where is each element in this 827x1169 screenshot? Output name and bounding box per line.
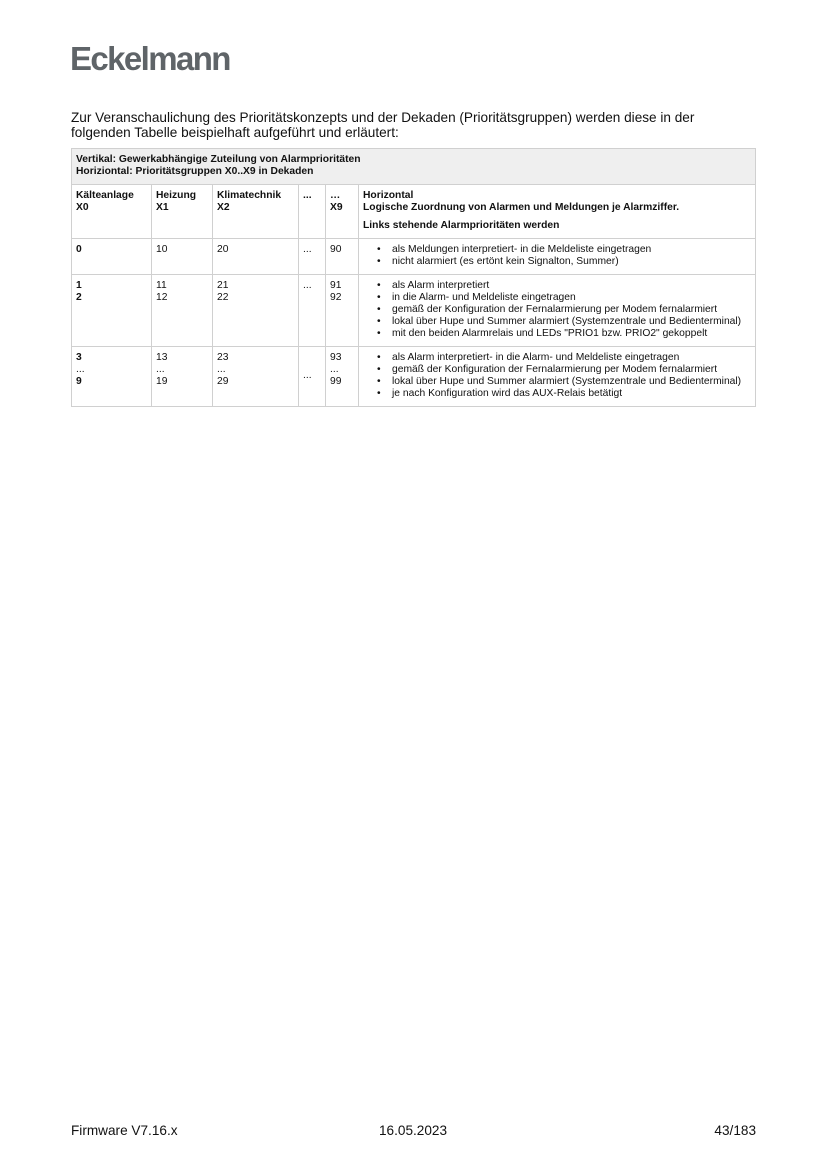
list-item: • als Alarm interpretiert [377, 280, 751, 292]
footer-firmware: Firmware V7.16.x [71, 1123, 178, 1138]
header-text: Horizontal [363, 190, 414, 201]
table-header-row [72, 185, 756, 239]
list-item: • gemäß der Konfiguration der Fernalarmierung per Modem fernalarmiert [377, 304, 751, 316]
caption-line-2: Horiziontal: Prioritätsgruppen X0..X9 in Dekaden [76, 166, 314, 177]
list-item: • als Alarm interpretiert- in die Alarm- und Meldeliste eingetragen [377, 352, 751, 364]
header-text: X9 [330, 202, 343, 213]
header-kaelteanlage [72, 185, 152, 239]
footer-page-number: 43/183 [714, 1123, 756, 1138]
intro-line-1: Zur Veranschaulichung des Prioritätskonzepts und der Dekaden (Prioritätsgruppen) werden diese in der [71, 110, 695, 125]
bullet-list [363, 244, 751, 268]
cell-text: 3 [76, 352, 82, 363]
cell-text: ... [303, 370, 312, 381]
header-hint: Links stehende Alarmprioritäten werden [363, 220, 560, 231]
header-text: ... [303, 190, 312, 201]
footer-date: 16.05.2023 [379, 1123, 448, 1138]
table-caption-row [72, 149, 756, 185]
header-ellipsis [299, 185, 326, 239]
cell-text: 1 [76, 280, 82, 291]
header-horizontal [359, 185, 756, 239]
cell-text: 10 [156, 244, 168, 255]
cell-text: 13 [156, 352, 168, 363]
cell-ellipsis [299, 275, 326, 347]
cell-text: ... [330, 364, 339, 375]
cell-x1 [152, 347, 213, 407]
cell-text: 22 [217, 292, 229, 303]
header-text: Klimatechnik [217, 190, 282, 201]
cell-x2 [213, 239, 299, 275]
table-row [72, 347, 756, 407]
list-item: • gemäß der Konfiguration der Fernalarmierung per Modem fernalarmiert [377, 364, 751, 376]
bullet-list [363, 280, 751, 340]
cell-text: 20 [217, 244, 229, 255]
list-item: • in die Alarm- und Meldeliste eingetragen [377, 292, 751, 304]
brand-logo: Eckelmann [70, 40, 230, 77]
cell-description [359, 347, 756, 407]
list-item: • als Meldungen interpretiert- in die Meldeliste eingetragen [377, 244, 751, 256]
list-item: • mit den beiden Alarmrelais und LEDs "PRIO1 bzw. PRIO2" gekoppelt [377, 328, 751, 340]
header-text: Heizung [156, 190, 197, 201]
header-text: X1 [156, 202, 169, 213]
cell-text: 21 [217, 280, 229, 291]
cell-ellipsis [299, 239, 326, 275]
cell-description [359, 239, 756, 275]
cell-text: 29 [217, 376, 229, 387]
intro-paragraph [71, 110, 761, 140]
cell-x1 [152, 275, 213, 347]
cell-ellipsis [299, 347, 326, 407]
list-item: • lokal über Hupe und Summer alarmiert (Systemzentrale und Bedienterminal) [377, 376, 751, 388]
cell-description [359, 275, 756, 347]
header-klimatechnik [213, 185, 299, 239]
table-row [72, 275, 756, 347]
cell-text: 99 [330, 376, 342, 387]
header-text: … [330, 190, 341, 201]
cell-text: 0 [76, 244, 82, 255]
list-item: • je nach Konfiguration wird das AUX-Relais betätigt [377, 388, 751, 400]
cell-text: ... [76, 364, 85, 375]
cell-text: 92 [330, 292, 342, 303]
list-item: • lokal über Hupe und Summer alarmiert (Systemzentrale und Bedienterminal) [377, 316, 751, 328]
bullet-list [363, 352, 751, 400]
list-item: • nicht alarmiert (es ertönt kein Signalton, Summer) [377, 256, 751, 268]
cell-text: 2 [76, 292, 82, 303]
cell-text: 93 [330, 352, 342, 363]
cell-x9 [326, 347, 359, 407]
intro-line-2: folgenden Tabelle beispielhaft aufgeführt und erläutert: [71, 125, 399, 140]
header-text: Kälteanlage [76, 190, 134, 201]
caption-line-1: Vertikal: Gewerkabhängige Zuteilung von Alarmprioritäten [76, 154, 361, 165]
cell-x9 [326, 239, 359, 275]
priority-table [71, 148, 756, 407]
cell-x9 [326, 275, 359, 347]
header-text: X2 [217, 202, 230, 213]
cell-text: 12 [156, 292, 168, 303]
cell-text: 11 [156, 280, 167, 291]
header-text: X0 [76, 202, 89, 213]
cell-text: 23 [217, 352, 229, 363]
cell-text: ... [303, 244, 312, 255]
table-row [72, 239, 756, 275]
cell-x0 [72, 275, 152, 347]
cell-text: ... [303, 280, 312, 291]
cell-text: 90 [330, 244, 342, 255]
cell-text: ... [156, 364, 165, 375]
header-text: Logische Zuordnung von Alarmen und Meldungen je Alarmziffer. [363, 202, 680, 213]
cell-text: ... [217, 364, 226, 375]
cell-text: 19 [156, 376, 168, 387]
cell-text: 91 [330, 280, 342, 291]
header-x9 [326, 185, 359, 239]
table-caption [72, 149, 756, 185]
cell-x2 [213, 275, 299, 347]
cell-x0 [72, 239, 152, 275]
header-heizung [152, 185, 213, 239]
cell-text: 9 [76, 376, 82, 387]
cell-x2 [213, 347, 299, 407]
cell-x0 [72, 347, 152, 407]
cell-x1 [152, 239, 213, 275]
